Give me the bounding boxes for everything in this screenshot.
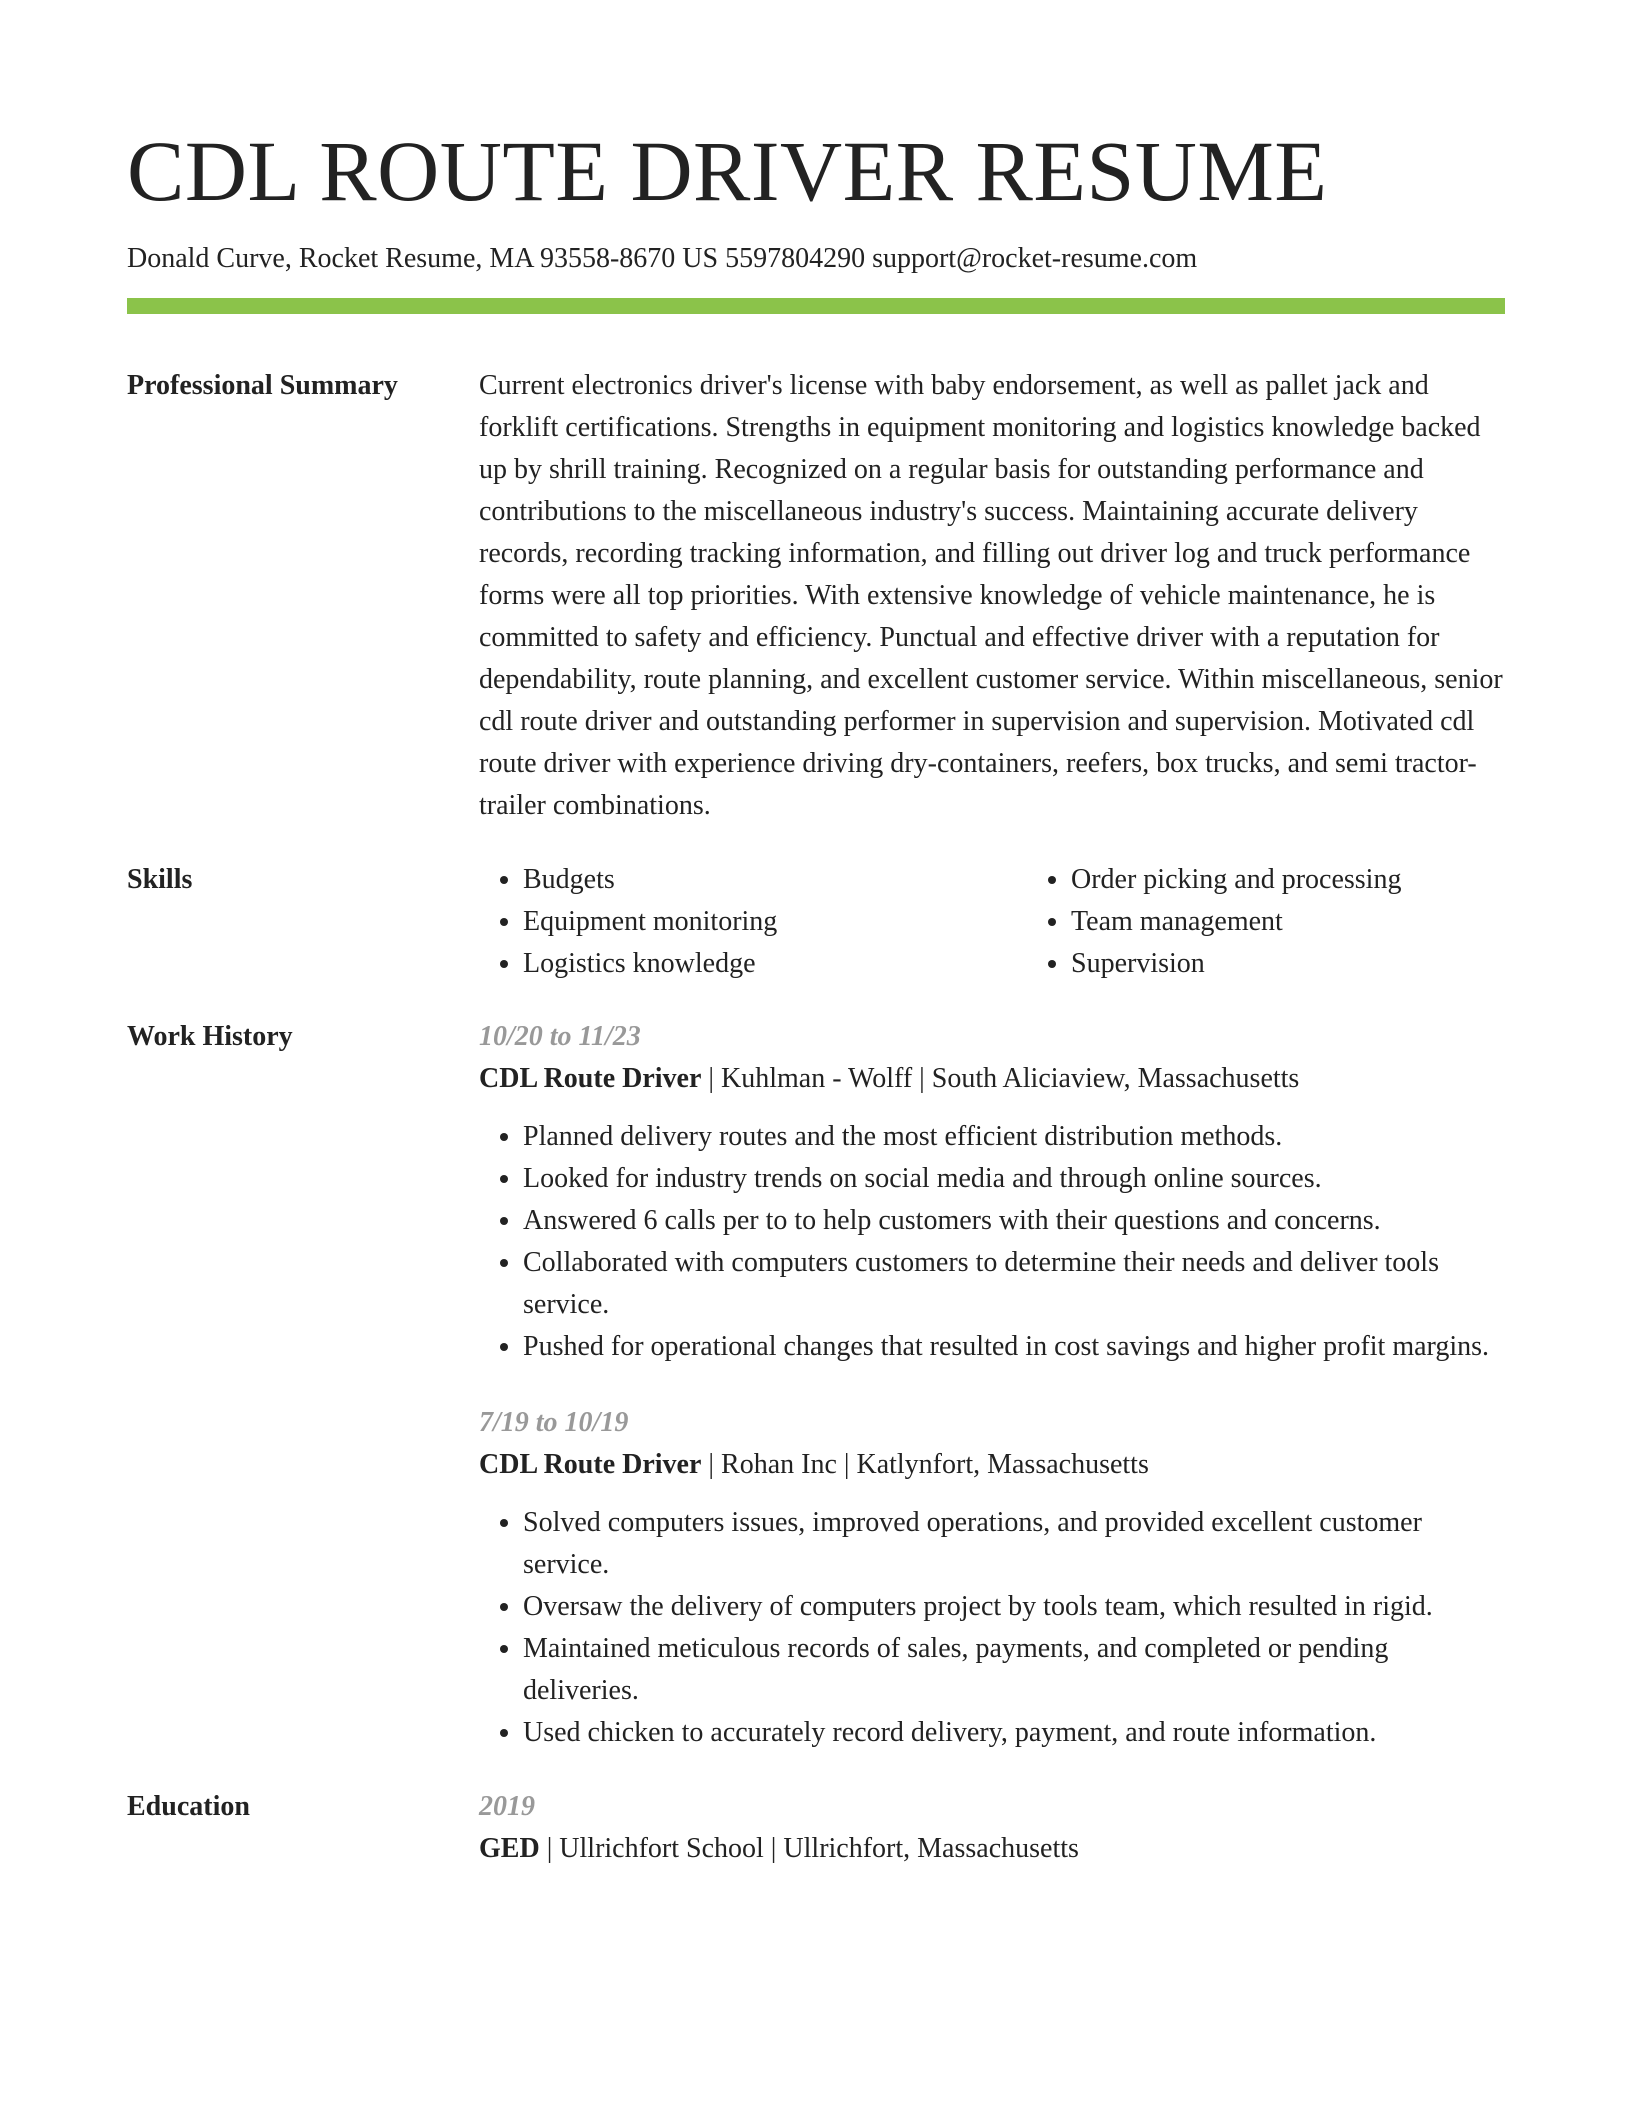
section-label-education: Education [127,1791,250,1822]
job-entry [479,1016,1505,1368]
skills-list [479,859,1531,985]
job-bullet: • Oversaw the delivery of computers project by tools team, which resulted in rigid. [523,1586,1505,1628]
section-label-skills: Skills [127,864,193,895]
resume-page [127,0,1505,1870]
job-dates: 7/19 to 10/19 [479,1407,629,1438]
section-label-work-history: Work History [127,1021,293,1052]
education-degree: GED [479,1833,540,1864]
skill-item: • Equipment monitoring [523,901,983,943]
skills-column-right [1027,859,1531,985]
resume-title: CDL ROUTE DRIVER RESUME [127,123,1328,219]
job-bullet: • Collaborated with computers customers to determine their needs and deliver tools service. [523,1242,1505,1326]
education-section [127,1786,1505,1870]
job-bullet: • Pushed for operational changes that resulted in cost savings and higher profit margins. [523,1326,1505,1368]
education-date: 2019 [479,1791,535,1822]
skill-item: • Order picking and processing [1071,859,1531,901]
job-bullet: • Solved computers issues, improved operations, and provided excellent customer service. [523,1502,1505,1586]
education-school-location: | Ullrichfort School | Ullrichfort, Massachusetts [539,1833,1079,1864]
education-entry [479,1786,1505,1870]
contact-line: Donald Curve, Rocket Resume, MA 93558-8670 US 5597804290 support@rocket-resume.com [127,243,1198,274]
job-bullet: • Maintained meticulous records of sales, payments, and completed or pending deliveries. [523,1628,1505,1712]
job-employer-location: | Kuhlman - Wolff | South Aliciaview, Massachusetts [701,1063,1300,1094]
education-degree-line [479,1828,1505,1870]
work-history-entries [479,1016,1505,1754]
section-label-summary: Professional Summary [127,370,398,401]
professional-summary-section [127,365,1505,827]
skills-section [127,859,1505,985]
job-bullet: • Looked for industry trends on social media and through online sources. [523,1158,1505,1200]
job-dates: 10/20 to 11/23 [479,1021,641,1052]
skill-item: • Supervision [1071,943,1531,985]
skills-column-left [479,859,983,985]
job-title-line [479,1444,1505,1486]
job-entry [479,1402,1505,1754]
job-title-line [479,1058,1505,1100]
job-bullets [479,1502,1505,1754]
skill-item: • Team management [1071,901,1531,943]
job-bullet: • Answered 6 calls per to to help customers with their questions and concerns. [523,1200,1505,1242]
job-bullets [479,1116,1505,1368]
job-title: CDL Route Driver [479,1449,702,1480]
work-history-section [127,1016,1505,1754]
job-bullet: • Planned delivery routes and the most efficient distribution methods. [523,1116,1505,1158]
job-title: CDL Route Driver [479,1063,702,1094]
job-employer-location: | Rohan Inc | Katlynfort, Massachusetts [701,1449,1149,1480]
skill-item: • Budgets [523,859,983,901]
accent-divider [127,298,1505,314]
job-bullet: • Used chicken to accurately record delivery, payment, and route information. [523,1712,1505,1754]
skill-item: • Logistics knowledge [523,943,983,985]
summary-text: Current electronics driver's license with baby endorsement, as well as pallet jack and forklift certifications. Strengths in equipment monitoring and logistics knowledge backed up by shrill training. Recognized on a regular basis for outstanding performance and contributions to the miscellaneous industry's success. Maintaining accurate delivery records, recording tracking information, and filling out driver log and truck performance forms were all top priorities. With extensive knowledge of vehicle maintenance, he is committed to safety and efficiency. Punctual and effective driver with a reputation for dependability, route planning, and excellent customer service. Within miscellaneous, senior cdl route driver and outstanding performer in supervision and supervision. Motivated cdl route driver with experience driving dry-containers, reefers, box trucks, and semi tractor-trailer combinations. [479,370,1503,821]
